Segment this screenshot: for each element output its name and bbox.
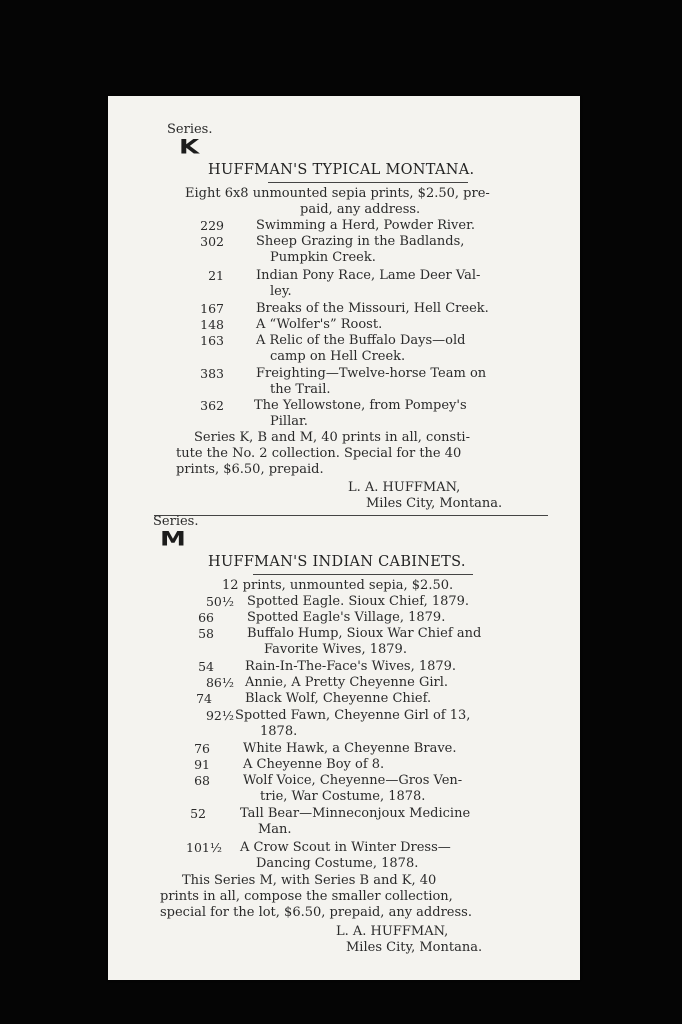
signature-name: L. A. HUFFMAN, <box>336 924 449 939</box>
item-text: Spotted Eagle. Sioux Chief, 1879. <box>247 594 470 609</box>
intro-line: 12 prints, unmounted sepia, $2.50. <box>222 578 454 593</box>
item-text: Annie, A Pretty Cheyenne Girl. <box>245 675 449 690</box>
section-title: HUFFMAN'S INDIAN CABINETS. <box>208 554 466 570</box>
item-text: trie, War Costume, 1878. <box>260 789 426 804</box>
item-number: 362 <box>200 398 224 413</box>
item-number: 167 <box>200 301 224 316</box>
item-text: Rain-In-The-Face's Wives, 1879. <box>245 659 457 674</box>
item-text: Sheep Grazing in the Badlands, <box>256 234 465 249</box>
note-line: prints, $6.50, prepaid. <box>176 462 324 477</box>
item-text: Wolf Voice, Cheyenne—Gros Ven- <box>243 773 463 788</box>
series-label: Series. <box>153 514 199 529</box>
price-list-card <box>108 96 580 980</box>
note-line: tute the No. 2 collection. Special for the 40 <box>176 446 462 461</box>
item-text: A Crow Scout in Winter Dress— <box>240 840 451 855</box>
item-text: Spotted Fawn, Cheyenne Girl of 13, <box>235 708 471 723</box>
item-text: 1878. <box>260 724 298 739</box>
item-number: 74 <box>196 691 212 706</box>
signature-place: Miles City, Montana. <box>366 496 503 511</box>
item-text: Swimming a Herd, Powder River. <box>256 218 475 233</box>
item-text: Breaks of the Missouri, Hell Creek. <box>256 301 489 316</box>
title-underline <box>253 574 473 575</box>
item-number: 92½ <box>205 708 234 723</box>
item-text: Buffalo Hump, Sioux War Chief and <box>247 626 482 641</box>
note-line: prints in all, compose the smaller collection, <box>160 889 453 904</box>
section-divider <box>154 515 548 516</box>
item-text: Spotted Eagle's Village, 1879. <box>247 610 446 625</box>
item-number: 76 <box>194 741 210 756</box>
item-text: Man. <box>258 822 292 837</box>
note-line: Series K, B and M, 40 prints in all, consti- <box>194 430 470 445</box>
item-number: 68 <box>194 773 210 788</box>
item-text: The Yellowstone, from Pompey's <box>254 398 467 413</box>
item-number: 58 <box>198 626 214 641</box>
item-text: Freighting—Twelve-horse Team on <box>256 366 487 381</box>
item-text: Black Wolf, Cheyenne Chief. <box>245 691 432 706</box>
item-text: A Cheyenne Boy of 8. <box>243 757 385 772</box>
series-letter: K <box>179 136 199 159</box>
signature-place: Miles City, Montana. <box>346 940 483 955</box>
item-text: Pillar. <box>270 414 308 429</box>
note-line: special for the lot, $6.50, prepaid, any address. <box>160 905 472 920</box>
intro-line: Eight 6x8 unmounted sepia prints, $2.50, pre- <box>185 186 490 201</box>
item-number: 302 <box>200 234 224 249</box>
series-label: Series. <box>167 122 213 137</box>
section-title: HUFFMAN'S TYPICAL MONTANA. <box>208 162 475 178</box>
title-underline <box>268 182 468 183</box>
item-number: 50½ <box>205 594 234 609</box>
item-number: 52 <box>190 806 206 821</box>
item-number: 383 <box>200 366 224 381</box>
signature-name: L. A. HUFFMAN, <box>348 480 461 495</box>
item-text: Dancing Costume, 1878. <box>256 856 419 871</box>
item-number: 66 <box>198 610 214 625</box>
item-text: ley. <box>270 284 292 299</box>
item-number: 148 <box>200 317 224 332</box>
item-number: 91 <box>194 757 210 772</box>
item-number: 86½ <box>205 675 234 690</box>
item-text: Indian Pony Race, Lame Deer Val- <box>256 268 481 283</box>
item-text: the Trail. <box>270 382 331 397</box>
item-text: camp on Hell Creek. <box>270 349 406 364</box>
item-number: 54 <box>198 659 214 674</box>
item-number: 163 <box>200 333 224 348</box>
note-line: This Series M, with Series B and K, 40 <box>182 873 437 888</box>
item-text: A Relic of the Buffalo Days—old <box>256 333 466 348</box>
item-text: Tall Bear—Minneconjoux Medicine <box>240 806 471 821</box>
series-letter: M <box>160 528 185 551</box>
item-number: 101½ <box>186 840 222 855</box>
item-text: White Hawk, a Cheyenne Brave. <box>243 741 457 756</box>
item-number: 229 <box>200 218 224 233</box>
item-text: A “Wolfer's” Roost. <box>256 317 383 332</box>
intro-line: paid, any address. <box>300 202 421 217</box>
item-text: Favorite Wives, 1879. <box>264 642 407 657</box>
item-number: 21 <box>208 268 224 283</box>
item-text: Pumpkin Creek. <box>270 250 376 265</box>
